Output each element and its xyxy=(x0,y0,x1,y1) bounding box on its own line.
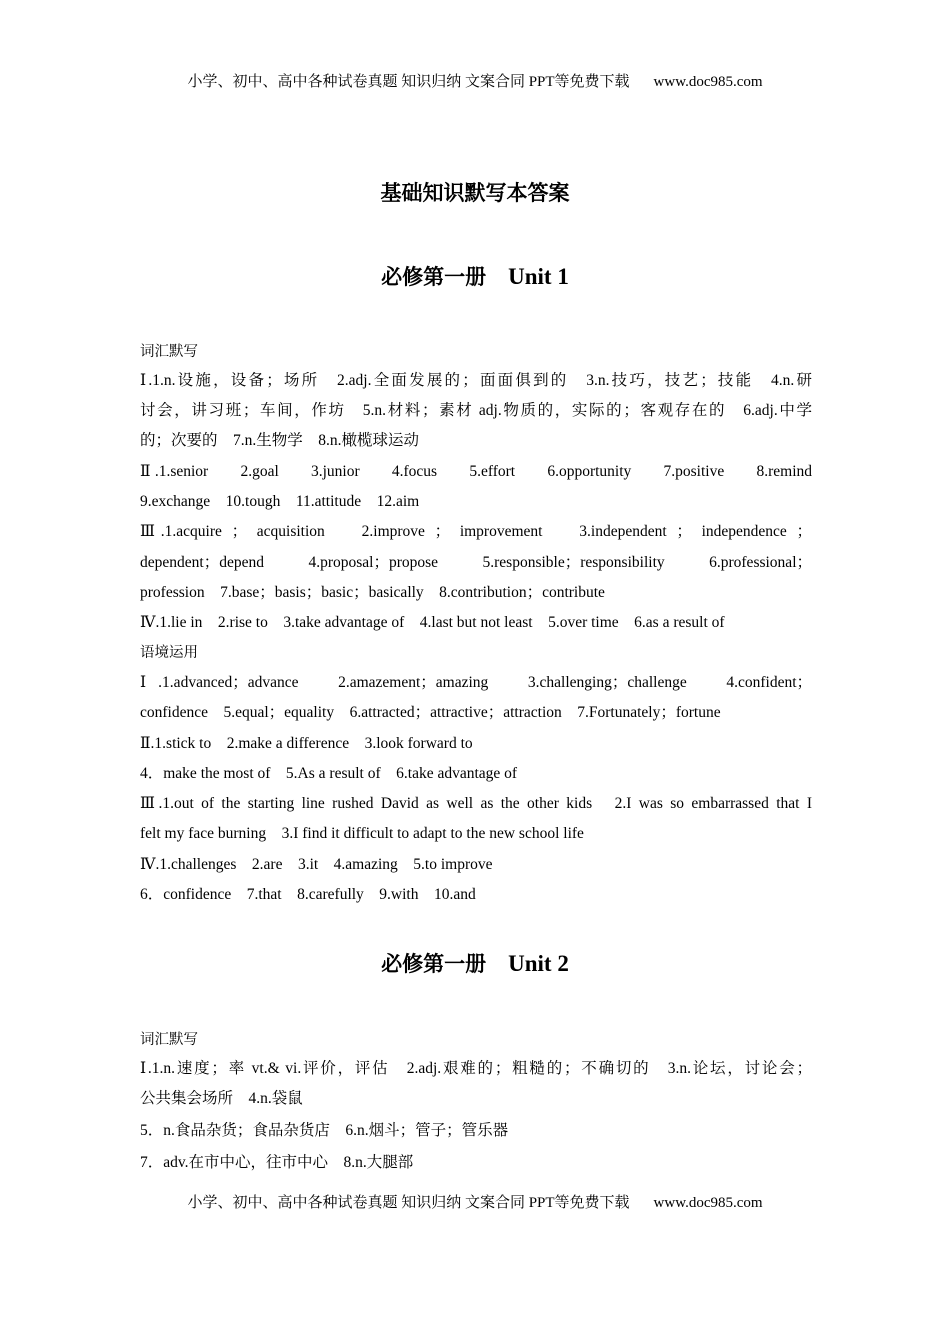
section-heading: 语境运用 xyxy=(140,645,198,661)
header-text: 小学、初中、高中各种试卷真题 知识归纳 文案合同 PPT等免费下载 xyxy=(187,74,630,90)
answer-line: dependent；depend 4.proposal；propose 5.responsible；responsibility 6.professional； xyxy=(140,554,812,571)
answer-line: 公共集会场所 4.n.袋鼠 xyxy=(140,1090,303,1107)
answer-line: 4．make the most of 5.As a result of 6.take advantage of xyxy=(140,765,518,782)
answer-line: 5．n.食品杂货；食品杂货店 6.n.烟斗；管子；管乐器 xyxy=(140,1122,509,1139)
answer-line: 的；次要的 7.n.生物学 8.n.橄榄球运动 xyxy=(140,432,420,449)
unit2-heading xyxy=(0,948,950,978)
answer-line: 9.exchange 10.tough 11.attitude 12.aim xyxy=(140,493,420,510)
footer-url[interactable]: www.doc985.com xyxy=(653,1195,763,1211)
unit2-unit: Unit 2 xyxy=(508,951,569,976)
answer-line: Ⅰ.1.n.设施，设备；场所 2.adj.全面发展的；面面俱到的 3.n.技巧，技艺；技能 4.n.研 xyxy=(140,372,812,389)
answer-line: Ⅲ.1.acquire ； acquisition 2.improve ； improvement 3.independent ； independence ； xyxy=(140,523,812,540)
footer-text: 小学、初中、高中各种试卷真题 知识归纳 文案合同 PPT等免费下载 xyxy=(187,1195,630,1211)
header-url[interactable]: www.doc985.com xyxy=(653,74,763,90)
answer-line: Ⅲ.1.out of the starting line rushed David as well as the other kids 2.I was so embarrassed that I xyxy=(140,795,812,812)
section-heading: 词汇默写 xyxy=(140,344,198,360)
unit1-unit: Unit 1 xyxy=(508,264,569,289)
unit2-book: 必修第一册 xyxy=(381,952,487,976)
answer-line: Ⅳ.1.lie in 2.rise to 3.take advantage of 4.last but not least 5.over time 6.as a result of xyxy=(140,614,725,631)
answer-line: felt my face burning 3.I find it difficult to adapt to the new school life xyxy=(140,825,584,842)
unit1-book: 必修第一册 xyxy=(381,265,487,289)
document-title: 基础知识默写本答案 xyxy=(380,181,570,205)
answer-line: profession 7.base；basis；basic；basically 8.contribution；contribute xyxy=(140,584,605,601)
answer-line: 7．adv.在市中心，往市中心 8.n.大腿部 xyxy=(140,1154,414,1171)
page-header xyxy=(0,70,950,91)
answer-line: Ⅱ.1.stick to 2.make a difference 3.look forward to xyxy=(140,735,473,752)
answer-line: 6．confidence 7.that 8.carefully 9.with 10.and xyxy=(140,886,476,903)
answer-line: Ⅰ.1.n.速度；率 vt.& vi.评价，评估 2.adj.艰难的；粗糙的；不确切的 3.n.论坛，讨论会； xyxy=(140,1060,812,1077)
page-footer xyxy=(0,1191,950,1212)
answer-line: Ⅳ.1.challenges 2.are 3.it 4.amazing 5.to improve xyxy=(140,856,493,873)
answer-line: 讨会，讲习班；车间，作坊 5.n.材料；素材 adj.物质的，实际的；客观存在的 6.adj.中学 xyxy=(140,402,812,419)
answer-line: confidence 5.equal；equality 6.attracted；attractive；attraction 7.Fortunately；fortune xyxy=(140,704,721,721)
answer-line: Ⅰ.1.advanced；advance 2.amazement；amazing 3.challenging；challenge 4.confident； xyxy=(140,674,812,691)
answer-line: Ⅱ.1.senior 2.goal 3.junior 4.focus 5.effort 6.opportunity 7.positive 8.remind xyxy=(140,463,812,480)
section-heading: 词汇默写 xyxy=(140,1032,198,1048)
unit1-heading xyxy=(0,261,950,291)
